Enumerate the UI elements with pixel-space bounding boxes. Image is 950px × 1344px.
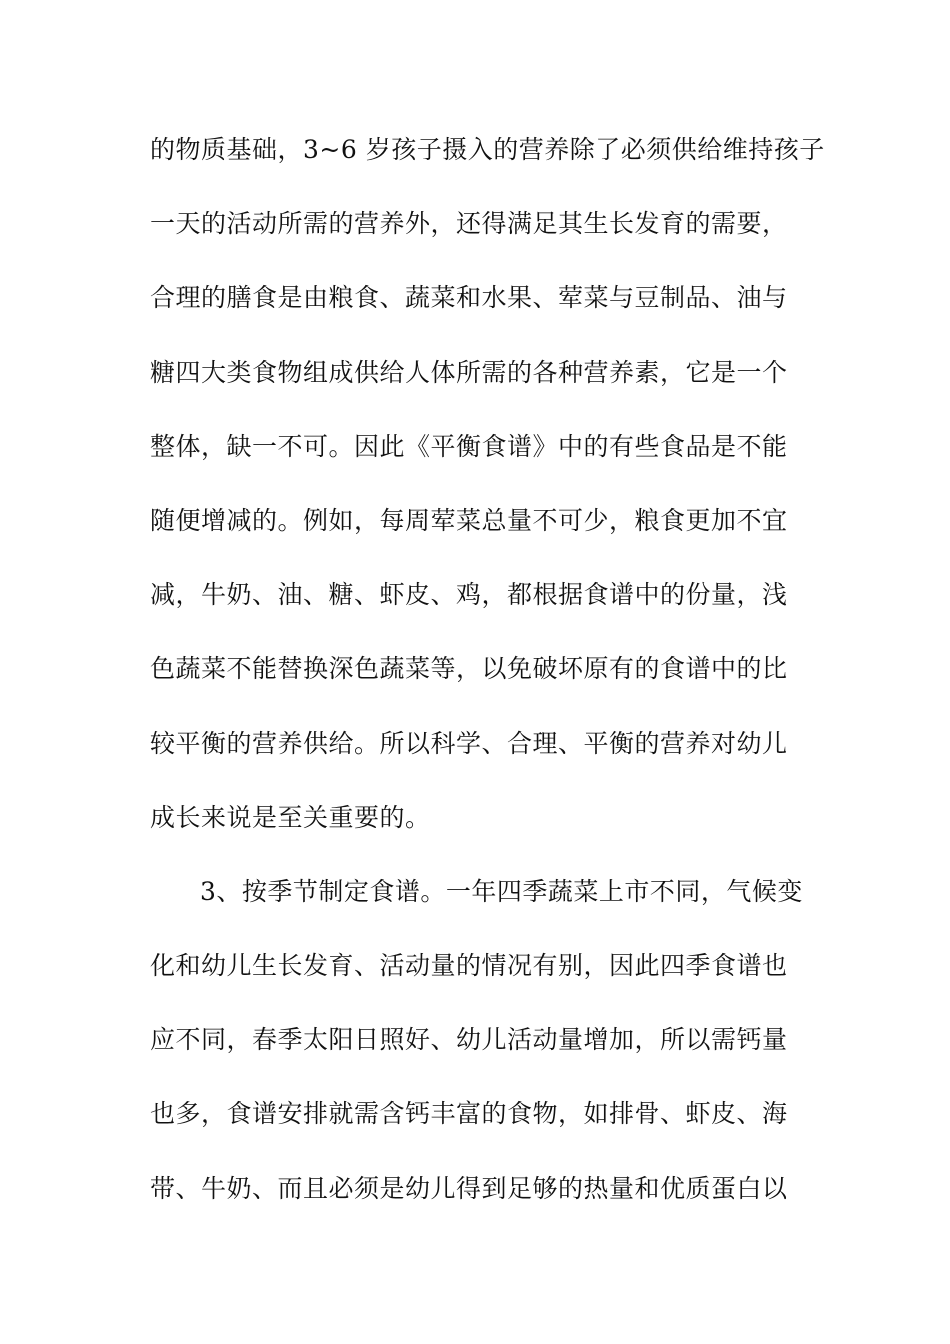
text-line: 一天的活动所需的营养外，还得满足其生长发育的需要， [150,209,788,239]
paragraph-start-line: 3、按季节制定食谱。一年四季蔬菜上市不同，气候变 [200,876,803,906]
text-line: 整体，缺一不可。因此《平衡食谱》中的有些食品是不能 [150,431,788,461]
text-line: 化和幼儿生长发育、活动量的情况有别，因此四季食谱也 [150,951,788,981]
text-line: 也多，食谱安排就需含钙丰富的食物，如排骨、虾皮、海 [150,1099,788,1129]
text-line: 成长来说是至关重要的。 [150,802,431,832]
text-line: 带、牛奶、而且必须是幼儿得到足够的热量和优质蛋白以 [150,1173,788,1203]
text-line: 色蔬菜不能替换深色蔬菜等，以免破坏原有的食谱中的比 [150,654,788,684]
text-line: 较平衡的营养供给。所以科学、合理、平衡的营养对幼儿 [150,728,788,758]
text-line: 应不同，春季太阳日照好、幼儿活动量增加，所以需钙量 [150,1025,788,1055]
text-line: 随便增减的。例如，每周荤菜总量不可少，粮食更加不宜 [150,505,788,535]
text-line: 糖四大类食物组成供给人体所需的各种营养素，它是一个 [150,357,788,387]
text-line: 减，牛奶、油、糖、虾皮、鸡，都根据食谱中的份量，浅 [150,580,788,610]
body-text [150,128,825,1241]
text-line: 合理的膳食是由粮食、蔬菜和水果、荤菜与豆制品、油与 [150,283,788,313]
text-line: 的物质基础，3~6 岁孩子摄入的营养除了必须供给维持孩子 [150,135,825,164]
